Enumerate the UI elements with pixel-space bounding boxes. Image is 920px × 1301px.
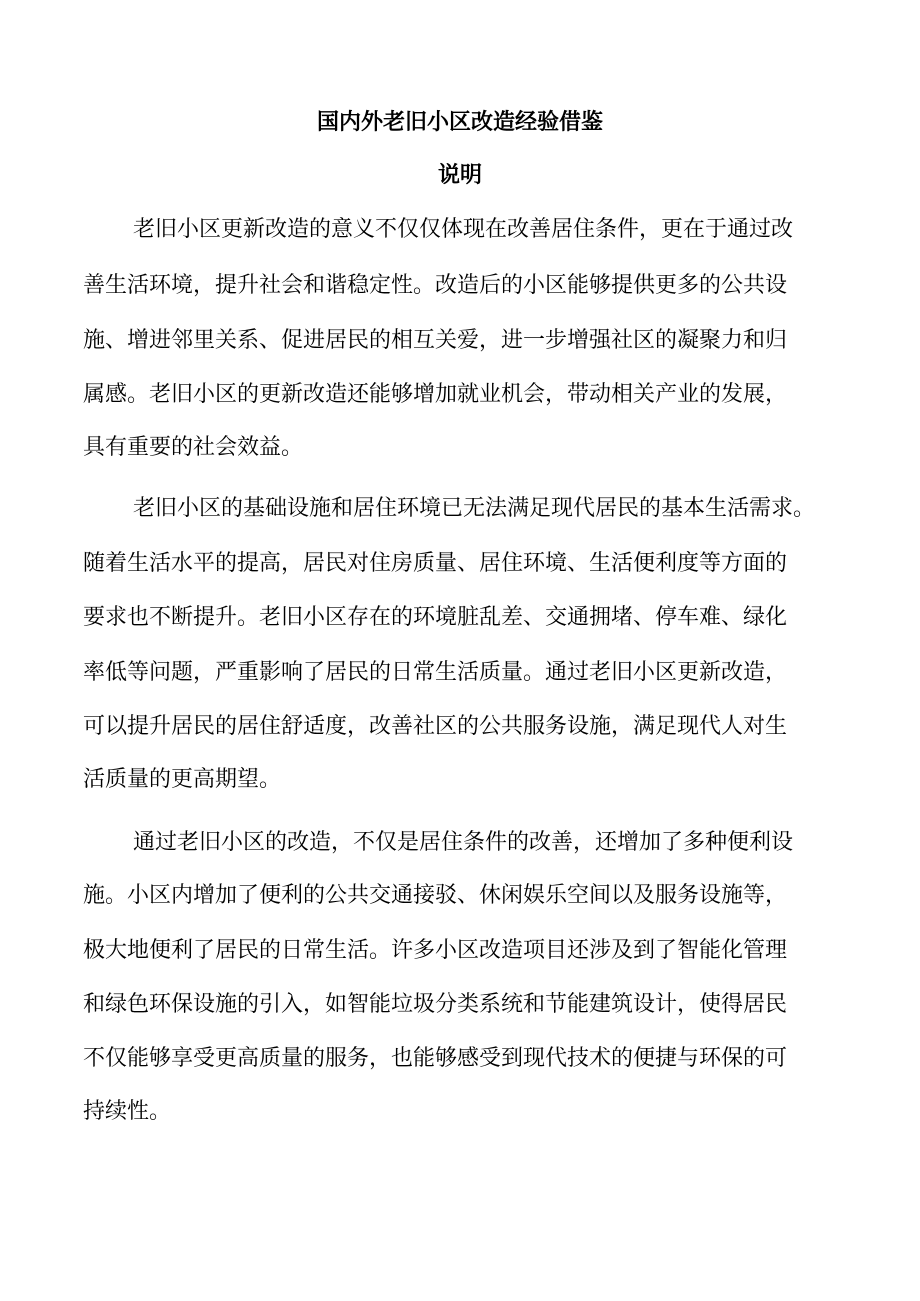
text-line: 属感。老旧小区的更新改造还能够增加就业机会，带动相关产业的发展， (83, 382, 788, 407)
text-line: 要求也不断提升。老旧小区存在的环境脏乱差、交通拥堵、停车难、绿化 (83, 605, 788, 630)
text-line: 老旧小区的基础设施和居住环境已无法满足现代居民的基本生活需求。 (133, 496, 816, 521)
text-line: 持续性。 (83, 1099, 172, 1124)
text-line: 通过老旧小区的改造，不仅是居住条件的改善，还增加了多种便利设 (133, 830, 794, 855)
text-line: 率低等问题，严重影响了居民的日常生活质量。通过老旧小区更新改造， (83, 660, 788, 685)
text-line: 和绿色环保设施的引入，如智能垃圾分类系统和节能建筑设计，使得居民 (83, 992, 788, 1017)
document-subtitle: 说明 (437, 162, 482, 188)
text-line: 施、增进邻里关系、促进居民的相互关爱，进一步增强社区的凝聚力和归 (83, 328, 788, 353)
text-line: 活质量的更高期望。 (83, 767, 282, 792)
text-line: 具有重要的社会效益。 (83, 435, 304, 460)
text-line: 随着生活水平的提高，居民对住房质量、居住环境、生活便利度等方面的 (83, 551, 788, 576)
text-line: 不仅能够享受更高质量的服务，也能够感受到现代技术的便捷与环保的可 (83, 1046, 788, 1071)
text-line: 善生活环境，提升社会和谐稳定性。改造后的小区能够提供更多的公共设 (83, 273, 788, 298)
text-line: 老旧小区更新改造的意义不仅仅体现在改善居住条件，更在于通过改 (133, 217, 794, 242)
text-line: 极大地便利了居民的日常生活。许多小区改造项目还涉及到了智能化管理 (83, 938, 788, 963)
text-line: 可以提升居民的居住舒适度，改善社区的公共服务设施，满足现代人对生 (83, 714, 788, 739)
document-title: 国内外老旧小区改造经验借鉴 (316, 109, 603, 135)
text-line: 施。小区内增加了便利的公共交通接驳、休闲娱乐空间以及服务设施等， (83, 883, 788, 908)
